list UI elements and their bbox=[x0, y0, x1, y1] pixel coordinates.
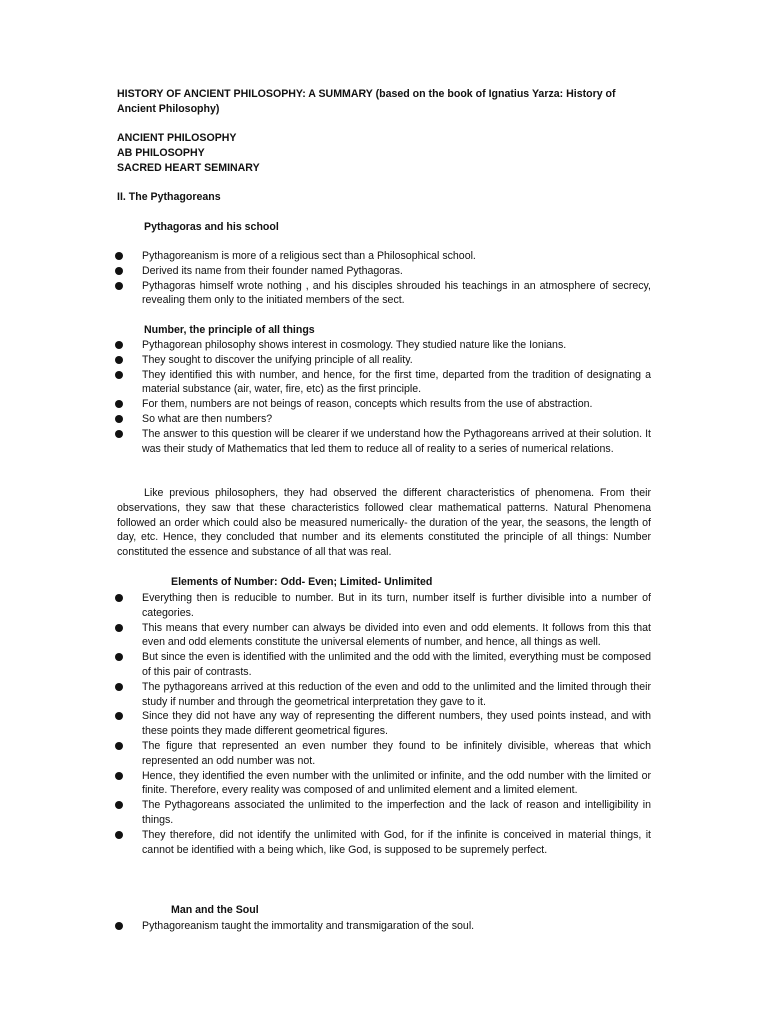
bullet-icon bbox=[115, 267, 123, 275]
list-item: Derived its name from their founder named Pythagoras. bbox=[114, 264, 651, 279]
pythagoras-list bbox=[114, 249, 651, 308]
list-item: The Pythagoreans associated the unlimited to the imperfection and the lack of reason and intelligibility in things. bbox=[114, 798, 651, 828]
bullet-icon bbox=[115, 653, 123, 661]
section-heading: II. The Pythagoreans bbox=[117, 191, 221, 203]
bullet-icon bbox=[115, 356, 123, 364]
bullet-icon bbox=[115, 801, 123, 809]
list-item: So what are then numbers? bbox=[114, 412, 651, 427]
list-item: The answer to this question will be clearer if we understand how the Pythagoreans arrived at their solution. It was their study of Mathematics that led them to reduce all of reality to a series of numerical relations. bbox=[114, 427, 651, 457]
number-list bbox=[114, 338, 651, 456]
bullet-icon bbox=[115, 252, 123, 260]
subheading-soul: Man and the Soul bbox=[171, 904, 259, 916]
bullet-icon bbox=[115, 341, 123, 349]
list-item: But since the even is identified with the unlimited and the odd with the limited, everything must be composed of this pair of contrasts. bbox=[114, 650, 651, 680]
subheading-number: Number, the principle of all things bbox=[144, 324, 315, 336]
list-item: Everything then is reducible to number. But in its turn, number itself is further divisible into a number of categories. bbox=[114, 591, 651, 621]
bullet-icon bbox=[115, 624, 123, 632]
bullet-icon bbox=[115, 831, 123, 839]
list-item: The figure that represented an even number they found to be infinitely divisible, whereas that which represented an odd number was not. bbox=[114, 739, 651, 769]
bullet-icon bbox=[115, 922, 123, 930]
bullet-icon bbox=[115, 772, 123, 780]
course-line-2: AB PHILOSOPHY bbox=[117, 146, 205, 159]
list-item: They identified this with number, and hence, for the first time, departed from the tradition of designating a material substance (air, water, fire, etc) as the first principle. bbox=[114, 368, 651, 398]
bullet-icon bbox=[115, 712, 123, 720]
list-item: They therefore, did not identify the unlimited with God, for if the infinite is conceived in material things, it cannot be identified with a being which, like God, is supposed to be supremely perfect. bbox=[114, 828, 651, 858]
list-item: Pythagoreanism is more of a religious sect than a Philosophical school. bbox=[114, 249, 651, 264]
course-line-1: ANCIENT PHILOSOPHY bbox=[117, 132, 237, 144]
list-item: They sought to discover the unifying principle of all reality. bbox=[114, 353, 651, 368]
list-item: Pythagorean philosophy shows interest in cosmology. They studied nature like the Ionians. bbox=[114, 338, 651, 353]
bullet-icon bbox=[115, 400, 123, 408]
bullet-icon bbox=[115, 282, 123, 290]
bullet-icon bbox=[115, 683, 123, 691]
list-item: Pythagoras himself wrote nothing , and his disciples shrouded his teachings in an atmosphere of secrecy, revealing them only to the initiated members of the sect. bbox=[114, 279, 651, 309]
elements-list bbox=[114, 591, 651, 857]
list-item: For them, numbers are not beings of reason, concepts which results from the use of abstraction. bbox=[114, 397, 651, 412]
bullet-icon bbox=[115, 430, 123, 438]
bullet-icon bbox=[115, 415, 123, 423]
list-item: Hence, they identified the even number with the unlimited or infinite, and the odd number with the limited or finite. Therefore, every reality was composed of and unlimited element and a limited element. bbox=[114, 769, 651, 799]
subheading-elements: Elements of Number: Odd- Even; Limited- Unlimited bbox=[171, 576, 433, 588]
course-line-3: SACRED HEART SEMINARY bbox=[117, 161, 260, 174]
bullet-icon bbox=[115, 594, 123, 602]
soul-list bbox=[114, 919, 651, 934]
list-item: Since they did not have any way of representing the different numbers, they used points instead, and with these points they made different geometrical figures. bbox=[114, 709, 651, 739]
subheading-pythagoras: Pythagoras and his school bbox=[144, 221, 279, 233]
document-title: HISTORY OF ANCIENT PHILOSOPHY: A SUMMARY (based on the book of Ignatius Yarza: History of Ancient Philosophy) bbox=[117, 88, 616, 115]
course-info bbox=[117, 131, 651, 175]
bullet-icon bbox=[115, 371, 123, 379]
list-item: The pythagoreans arrived at this reduction of the even and odd to the unlimited and the limited through their study if number and through the geometrical interpretation they gave to it. bbox=[114, 680, 651, 710]
body-paragraph: Like previous philosophers, they had observed the different characteristics of phenomena. From their observations, they saw that these characteristics followed clear mathematical patterns. Natural Phenomena followed an order which could also be measured numerically- the duration of the year, the seasons, the length of day, etc. Hence, they concluded that number and its elements constituted the principle of all things: Number constituted the essence and substance of all that was real. bbox=[117, 487, 651, 559]
list-item: Pythagoreanism taught the immortality and transmigaration of the soul. bbox=[114, 919, 651, 934]
bullet-icon bbox=[115, 742, 123, 750]
list-item: This means that every number can always be divided into even and odd elements. It follows from this that even and odd elements constitute the universal elements of number, and hence, all things as well. bbox=[114, 621, 651, 651]
